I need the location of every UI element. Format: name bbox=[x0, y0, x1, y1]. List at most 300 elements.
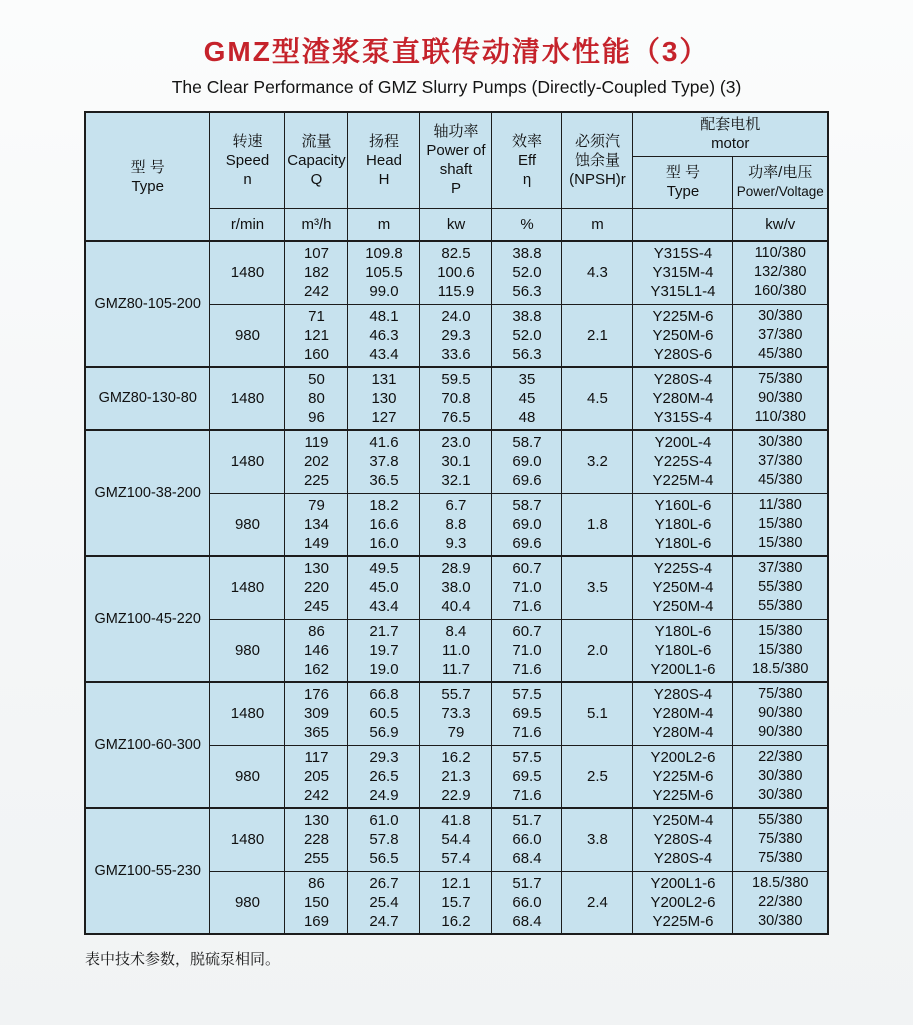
cell-npsh: 4.3 bbox=[562, 241, 633, 304]
cell-head bbox=[348, 619, 420, 682]
cell-capacity-value: 162 bbox=[303, 660, 329, 678]
cell-head-value: 109.8 bbox=[365, 245, 403, 263]
table-row bbox=[85, 430, 828, 493]
cell-power-voltage-value: 90/380 bbox=[758, 724, 803, 741]
cell-npsh: 1.8 bbox=[562, 493, 633, 556]
cell-motor-type bbox=[633, 745, 733, 808]
cell-capacity-value: 242 bbox=[303, 283, 329, 301]
header-motor-power: 功率/电压 Power/Voltage bbox=[733, 156, 828, 208]
cell-shaft-power bbox=[420, 745, 492, 808]
cell-motor-type bbox=[633, 367, 733, 430]
table-row bbox=[85, 808, 828, 871]
cell-motor-type-value: Y250M-4 bbox=[652, 579, 714, 597]
cell-speed: 1480 bbox=[210, 430, 285, 493]
header-type bbox=[85, 112, 210, 241]
cell-power-voltage-value: 37/380 bbox=[758, 453, 803, 470]
cell-head-value: 49.5 bbox=[369, 560, 399, 578]
cell-efficiency bbox=[492, 745, 562, 808]
cell-shaft-power-value: 23.0 bbox=[441, 434, 471, 452]
cell-capacity-value: 202 bbox=[303, 453, 329, 471]
cell-speed: 1480 bbox=[210, 241, 285, 304]
cell-power-voltage bbox=[733, 367, 828, 430]
cell-head-value: 43.4 bbox=[369, 345, 399, 363]
cell-motor-type bbox=[633, 493, 733, 556]
cell-power-voltage-value: 45/380 bbox=[758, 472, 803, 489]
cell-motor-type-value: Y315S-4 bbox=[653, 409, 713, 426]
cell-efficiency bbox=[492, 871, 562, 934]
page-subtitle: The Clear Performance of GMZ Slurry Pumps (Directly-Coupled Type) (3) bbox=[171, 77, 742, 97]
cell-head bbox=[348, 556, 420, 619]
cell-shaft-power-value: 79 bbox=[447, 724, 465, 742]
cell-efficiency-value: 69.6 bbox=[512, 472, 542, 490]
cell-shaft-power-value: 30.1 bbox=[441, 453, 471, 471]
cell-power-voltage-value: 30/380 bbox=[758, 786, 803, 803]
cell-capacity bbox=[285, 808, 348, 871]
cell-head bbox=[348, 745, 420, 808]
cell-motor-type-value: Y315L1-4 bbox=[650, 283, 716, 301]
cell-capacity-value: 245 bbox=[303, 598, 329, 616]
unit-speed: r/min bbox=[210, 208, 285, 241]
cell-shaft-power bbox=[420, 808, 492, 871]
cell-head bbox=[348, 367, 420, 430]
cell-capacity bbox=[285, 430, 348, 493]
cell-head-value: 36.5 bbox=[369, 472, 399, 490]
cell-efficiency bbox=[492, 682, 562, 745]
cell-shaft-power-value: 55.7 bbox=[441, 686, 471, 704]
cell-capacity-value: 146 bbox=[303, 641, 329, 659]
cell-power-voltage bbox=[733, 745, 828, 808]
page-title: GMZ型渣浆泵直联传动清水性能（3） bbox=[203, 36, 710, 67]
cell-efficiency-value: 56.3 bbox=[512, 345, 542, 363]
cell-head-value: 24.7 bbox=[369, 912, 399, 930]
cell-power-voltage-value: 30/380 bbox=[758, 912, 803, 929]
cell-shaft-power-value: 28.9 bbox=[441, 560, 471, 578]
cell-shaft-power bbox=[420, 556, 492, 619]
cell-capacity-value: 130 bbox=[303, 560, 329, 578]
model-name: GMZ100-60-300 bbox=[85, 682, 210, 808]
header-type-zh: 型 号 bbox=[130, 158, 165, 176]
cell-efficiency bbox=[492, 367, 562, 430]
cell-capacity-value: 228 bbox=[303, 831, 329, 849]
cell-power-voltage-value: 90/380 bbox=[758, 390, 803, 406]
cell-power-voltage-value: 15/380 bbox=[758, 622, 803, 639]
cell-head-value: 19.7 bbox=[369, 641, 399, 659]
cell-efficiency-value: 38.8 bbox=[512, 245, 542, 263]
cell-capacity bbox=[285, 367, 348, 430]
cell-head bbox=[348, 493, 420, 556]
cell-capacity bbox=[285, 682, 348, 745]
cell-motor-type-value: Y180L-6 bbox=[654, 622, 712, 640]
cell-head-value: 105.5 bbox=[365, 264, 403, 282]
cell-capacity bbox=[285, 304, 348, 367]
cell-efficiency bbox=[492, 241, 562, 304]
cell-efficiency bbox=[492, 619, 562, 682]
cell-capacity-value: 121 bbox=[303, 326, 329, 344]
model-name: GMZ80-130-80 bbox=[85, 367, 210, 430]
cell-power-voltage-value: 90/380 bbox=[758, 705, 803, 722]
cell-motor-type-value: Y280M-4 bbox=[652, 705, 714, 723]
cell-motor-type-value: Y280S-4 bbox=[653, 686, 713, 704]
cell-shaft-power-value: 8.8 bbox=[445, 515, 467, 533]
cell-power-voltage-value: 15/380 bbox=[758, 515, 803, 532]
cell-capacity-value: 365 bbox=[303, 724, 329, 742]
cell-efficiency-value: 35 bbox=[518, 371, 536, 388]
cell-motor-type-value: Y280M-4 bbox=[652, 724, 714, 742]
cell-shaft-power-value: 32.1 bbox=[441, 472, 471, 490]
cell-head-value: 127 bbox=[371, 409, 397, 426]
cell-efficiency-value: 60.7 bbox=[512, 622, 542, 640]
cell-motor-type-value: Y280S-4 bbox=[653, 850, 713, 868]
cell-shaft-power bbox=[420, 304, 492, 367]
cell-motor-type bbox=[633, 241, 733, 304]
cell-capacity-value: 160 bbox=[303, 345, 329, 363]
cell-motor-type-value: Y250M-4 bbox=[652, 598, 714, 616]
cell-shaft-power bbox=[420, 367, 492, 430]
cell-npsh: 2.0 bbox=[562, 619, 633, 682]
cell-power-voltage-value: 30/380 bbox=[758, 434, 803, 451]
cell-motor-type-value: Y280M-4 bbox=[652, 390, 714, 407]
cell-power-voltage bbox=[733, 556, 828, 619]
cell-head-value: 57.8 bbox=[369, 831, 399, 849]
cell-shaft-power-value: 11.0 bbox=[441, 641, 471, 659]
cell-efficiency-value: 69.6 bbox=[512, 534, 542, 552]
unit-capacity: m³/h bbox=[285, 208, 348, 241]
cell-power-voltage bbox=[733, 493, 828, 556]
cell-power-voltage bbox=[733, 304, 828, 367]
cell-power-voltage-value: 110/380 bbox=[754, 409, 806, 425]
cell-speed: 980 bbox=[210, 619, 285, 682]
cell-motor-type-value: Y200L2-6 bbox=[650, 893, 716, 911]
cell-power-voltage-value: 11/380 bbox=[758, 496, 802, 513]
cell-capacity-value: 255 bbox=[303, 850, 329, 868]
cell-efficiency-value: 69.0 bbox=[512, 453, 542, 471]
cell-motor-type-value: Y225S-4 bbox=[653, 560, 713, 578]
cell-shaft-power-value: 57.4 bbox=[441, 850, 471, 868]
cell-capacity-value: 50 bbox=[308, 371, 325, 388]
header-capacity: 流量 Capacity Q bbox=[285, 112, 348, 208]
cell-efficiency-value: 52.0 bbox=[512, 264, 542, 282]
cell-head-value: 21.7 bbox=[369, 622, 399, 640]
cell-motor-type bbox=[633, 304, 733, 367]
unit-motor-type bbox=[633, 208, 733, 241]
cell-shaft-power-value: 54.4 bbox=[441, 831, 471, 849]
cell-shaft-power-value: 115.9 bbox=[437, 283, 475, 301]
cell-motor-type-value: Y225S-4 bbox=[653, 453, 713, 471]
cell-power-voltage-value: 75/380 bbox=[758, 371, 803, 387]
cell-motor-type bbox=[633, 808, 733, 871]
cell-efficiency-value: 71.6 bbox=[512, 598, 542, 616]
cell-motor-type-value: Y180L-6 bbox=[654, 641, 712, 659]
cell-head-value: 24.9 bbox=[369, 786, 399, 804]
cell-shaft-power bbox=[420, 241, 492, 304]
cell-motor-type-value: Y200L1-6 bbox=[650, 874, 716, 892]
cell-shaft-power-value: 12.1 bbox=[441, 874, 471, 892]
cell-shaft-power-value: 38.0 bbox=[441, 579, 471, 597]
cell-head-value: 26.5 bbox=[369, 767, 399, 785]
cell-shaft-power-value: 70.8 bbox=[441, 390, 471, 407]
cell-efficiency-value: 69.0 bbox=[512, 515, 542, 533]
cell-speed: 1480 bbox=[210, 556, 285, 619]
cell-efficiency-value: 71.6 bbox=[512, 786, 542, 804]
cell-power-voltage-value: 75/380 bbox=[758, 850, 803, 867]
cell-head-value: 29.3 bbox=[369, 748, 399, 766]
cell-efficiency-value: 69.5 bbox=[512, 767, 542, 785]
cell-efficiency-value: 51.7 bbox=[512, 812, 542, 830]
cell-motor-type bbox=[633, 556, 733, 619]
cell-speed: 1480 bbox=[210, 682, 285, 745]
cell-shaft-power bbox=[420, 871, 492, 934]
cell-npsh: 3.8 bbox=[562, 808, 633, 871]
cell-efficiency-value: 48 bbox=[518, 409, 536, 426]
cell-shaft-power-value: 40.4 bbox=[441, 598, 471, 616]
cell-capacity-value: 107 bbox=[303, 245, 329, 263]
cell-power-voltage-value: 55/380 bbox=[758, 812, 803, 829]
cell-shaft-power bbox=[420, 682, 492, 745]
cell-power-voltage bbox=[733, 808, 828, 871]
cell-capacity-value: 205 bbox=[303, 767, 329, 785]
cell-shaft-power-value: 16.2 bbox=[441, 912, 471, 930]
cell-shaft-power-value: 15.7 bbox=[441, 893, 471, 911]
cell-motor-type-value: Y250M-6 bbox=[652, 326, 714, 344]
cell-capacity bbox=[285, 619, 348, 682]
cell-power-voltage-value: 30/380 bbox=[758, 307, 803, 324]
cell-motor-type bbox=[633, 871, 733, 934]
cell-speed: 980 bbox=[210, 871, 285, 934]
cell-capacity-value: 176 bbox=[303, 686, 329, 704]
cell-motor-type-value: Y225M-4 bbox=[652, 472, 714, 490]
cell-motor-type-value: Y250M-4 bbox=[652, 812, 714, 830]
cell-capacity-value: 96 bbox=[308, 409, 325, 426]
cell-power-voltage bbox=[733, 241, 828, 304]
cell-motor-type-value: Y180L-6 bbox=[654, 515, 712, 533]
cell-motor-type-value: Y280S-6 bbox=[653, 345, 713, 363]
cell-efficiency bbox=[492, 493, 562, 556]
cell-motor-type-value: Y225M-6 bbox=[652, 767, 714, 785]
cell-efficiency bbox=[492, 430, 562, 493]
cell-motor-type-value: Y225M-6 bbox=[652, 912, 714, 930]
cell-motor-type bbox=[633, 430, 733, 493]
cell-shaft-power-value: 8.4 bbox=[445, 622, 467, 640]
cell-head-value: 66.8 bbox=[369, 686, 399, 704]
cell-capacity-value: 80 bbox=[308, 390, 325, 407]
cell-power-voltage-value: 45/380 bbox=[758, 345, 803, 362]
cell-shaft-power-value: 100.6 bbox=[437, 264, 475, 282]
header-motor-type: 型 号 Type bbox=[633, 156, 733, 208]
cell-motor-type-value: Y180L-6 bbox=[654, 534, 712, 552]
cell-efficiency bbox=[492, 556, 562, 619]
cell-efficiency-value: 60.7 bbox=[512, 560, 542, 578]
cell-shaft-power-value: 16.2 bbox=[441, 748, 471, 766]
cell-head-value: 26.7 bbox=[369, 874, 399, 892]
cell-efficiency-value: 52.0 bbox=[512, 326, 542, 344]
cell-power-voltage-value: 37/380 bbox=[758, 560, 803, 577]
cell-capacity-value: 220 bbox=[303, 579, 329, 597]
header-shaft-power: 轴功率 Power of shaft P bbox=[420, 112, 492, 208]
cell-motor-type-value: Y280S-4 bbox=[653, 831, 713, 849]
cell-npsh: 3.2 bbox=[562, 430, 633, 493]
cell-shaft-power-value: 59.5 bbox=[441, 371, 471, 388]
cell-npsh: 2.4 bbox=[562, 871, 633, 934]
cell-efficiency-value: 66.0 bbox=[512, 831, 542, 849]
cell-capacity-value: 182 bbox=[303, 264, 329, 282]
cell-efficiency-value: 58.7 bbox=[512, 496, 542, 514]
cell-power-voltage-value: 15/380 bbox=[758, 534, 803, 551]
cell-speed: 1480 bbox=[210, 808, 285, 871]
model-name: GMZ100-55-230 bbox=[85, 808, 210, 934]
cell-capacity-value: 117 bbox=[304, 748, 329, 766]
header-speed: 转速 Speed n bbox=[210, 112, 285, 208]
cell-power-voltage-value: 30/380 bbox=[758, 767, 803, 784]
header-type-en: Type bbox=[131, 177, 164, 195]
cell-head bbox=[348, 808, 420, 871]
cell-npsh: 4.5 bbox=[562, 367, 633, 430]
cell-efficiency-value: 69.5 bbox=[512, 705, 542, 723]
cell-efficiency-value: 38.8 bbox=[512, 307, 542, 325]
cell-speed: 980 bbox=[210, 304, 285, 367]
cell-efficiency-value: 57.5 bbox=[512, 748, 542, 766]
cell-capacity-value: 150 bbox=[303, 893, 329, 911]
cell-npsh: 3.5 bbox=[562, 556, 633, 619]
cell-npsh: 5.1 bbox=[562, 682, 633, 745]
cell-power-voltage-value: 15/380 bbox=[758, 641, 803, 658]
cell-power-voltage-value: 22/380 bbox=[758, 893, 803, 910]
cell-power-voltage-value: 75/380 bbox=[758, 831, 803, 848]
cell-power-voltage-value: 55/380 bbox=[758, 598, 803, 615]
cell-shaft-power-value: 76.5 bbox=[441, 409, 471, 426]
unit-head: m bbox=[348, 208, 420, 241]
cell-head-value: 56.5 bbox=[369, 850, 399, 868]
cell-power-voltage bbox=[733, 682, 828, 745]
cell-head-value: 60.5 bbox=[369, 705, 399, 723]
cell-head-value: 37.8 bbox=[369, 453, 399, 471]
cell-capacity-value: 119 bbox=[304, 434, 329, 452]
header-efficiency: 效率 Eff η bbox=[492, 112, 562, 208]
cell-motor-type-value: Y160L-6 bbox=[654, 496, 712, 514]
cell-head-value: 46.3 bbox=[369, 326, 399, 344]
cell-efficiency-value: 71.0 bbox=[512, 641, 542, 659]
cell-efficiency bbox=[492, 304, 562, 367]
cell-power-voltage-value: 22/380 bbox=[758, 748, 803, 765]
unit-shaft-power: kw bbox=[420, 208, 492, 241]
cell-head bbox=[348, 682, 420, 745]
performance-table bbox=[84, 111, 829, 935]
table-row bbox=[85, 682, 828, 745]
cell-motor-type-value: Y200L2-6 bbox=[650, 748, 716, 766]
header-head: 扬程 Head H bbox=[348, 112, 420, 208]
cell-head-value: 16.6 bbox=[369, 515, 399, 533]
cell-power-voltage-value: 110/380 bbox=[754, 245, 806, 262]
cell-shaft-power-value: 21.3 bbox=[441, 767, 471, 785]
cell-capacity-value: 242 bbox=[303, 786, 329, 804]
cell-shaft-power bbox=[420, 619, 492, 682]
cell-head-value: 18.2 bbox=[369, 496, 399, 514]
cell-shaft-power-value: 6.7 bbox=[445, 496, 467, 514]
table-row bbox=[85, 556, 828, 619]
cell-shaft-power bbox=[420, 430, 492, 493]
cell-shaft-power bbox=[420, 493, 492, 556]
cell-capacity-value: 86 bbox=[308, 874, 325, 892]
cell-head-value: 130 bbox=[371, 390, 397, 407]
model-name: GMZ100-38-200 bbox=[85, 430, 210, 556]
cell-shaft-power-value: 33.6 bbox=[441, 345, 471, 363]
header-npsh: 必须汽 蚀余量 (NPSH)r bbox=[562, 112, 633, 208]
cell-efficiency-value: 68.4 bbox=[512, 912, 542, 930]
cell-shaft-power-value: 29.3 bbox=[441, 326, 471, 344]
cell-motor-type-value: Y315S-4 bbox=[653, 245, 713, 263]
cell-speed: 980 bbox=[210, 493, 285, 556]
cell-shaft-power-value: 9.3 bbox=[445, 534, 467, 552]
cell-efficiency-value: 71.6 bbox=[512, 724, 542, 742]
cell-power-voltage-value: 18.5/380 bbox=[752, 874, 809, 891]
cell-shaft-power-value: 73.3 bbox=[441, 705, 471, 723]
header-motor: 配套电机 motor bbox=[633, 112, 828, 156]
cell-head-value: 25.4 bbox=[369, 893, 399, 911]
cell-shaft-power-value: 82.5 bbox=[441, 245, 471, 263]
table-row bbox=[85, 367, 828, 430]
cell-efficiency-value: 56.3 bbox=[512, 283, 542, 301]
cell-efficiency-value: 68.4 bbox=[512, 850, 542, 868]
cell-npsh: 2.1 bbox=[562, 304, 633, 367]
cell-motor-type-value: Y315M-4 bbox=[652, 264, 714, 282]
cell-capacity-value: 79 bbox=[308, 496, 325, 514]
cell-head-value: 48.1 bbox=[369, 307, 399, 325]
cell-power-voltage bbox=[733, 430, 828, 493]
table-row bbox=[85, 241, 828, 304]
cell-efficiency-value: 66.0 bbox=[512, 893, 542, 911]
cell-head bbox=[348, 304, 420, 367]
cell-head-value: 56.9 bbox=[369, 724, 399, 742]
cell-head bbox=[348, 430, 420, 493]
cell-capacity bbox=[285, 556, 348, 619]
cell-power-voltage-value: 132/380 bbox=[754, 264, 807, 281]
cell-capacity bbox=[285, 871, 348, 934]
cell-motor-type-value: Y225M-6 bbox=[652, 786, 714, 804]
cell-efficiency-value: 58.7 bbox=[512, 434, 542, 452]
cell-head bbox=[348, 241, 420, 304]
cell-head-value: 61.0 bbox=[369, 812, 399, 830]
cell-efficiency-value: 71.0 bbox=[512, 579, 542, 597]
cell-head-value: 99.0 bbox=[369, 283, 399, 301]
cell-capacity-value: 309 bbox=[303, 705, 329, 723]
cell-capacity-value: 130 bbox=[303, 812, 329, 830]
cell-capacity-value: 149 bbox=[303, 534, 329, 552]
cell-power-voltage bbox=[733, 619, 828, 682]
cell-efficiency-value: 57.5 bbox=[512, 686, 542, 704]
cell-motor-type bbox=[633, 619, 733, 682]
cell-capacity bbox=[285, 493, 348, 556]
cell-capacity-value: 71 bbox=[308, 307, 325, 325]
cell-motor-type-value: Y200L-4 bbox=[654, 434, 712, 452]
cell-head-value: 41.6 bbox=[369, 434, 399, 452]
cell-shaft-power-value: 22.9 bbox=[441, 786, 471, 804]
cell-motor-type-value: Y200L1-6 bbox=[650, 660, 716, 678]
cell-capacity-value: 169 bbox=[303, 912, 329, 930]
unit-motor-power: kw/v bbox=[733, 208, 828, 241]
cell-speed: 980 bbox=[210, 745, 285, 808]
cell-motor-type bbox=[633, 682, 733, 745]
cell-motor-type-value: Y225M-6 bbox=[652, 307, 714, 325]
cell-head bbox=[348, 871, 420, 934]
cell-power-voltage bbox=[733, 871, 828, 934]
model-name: GMZ100-45-220 bbox=[85, 556, 210, 682]
cell-power-voltage-value: 75/380 bbox=[758, 686, 803, 703]
cell-motor-type-value: Y280S-4 bbox=[653, 371, 713, 388]
cell-capacity bbox=[285, 745, 348, 808]
cell-head-value: 19.0 bbox=[369, 660, 399, 678]
cell-capacity-value: 86 bbox=[308, 622, 325, 640]
cell-shaft-power-value: 11.7 bbox=[441, 660, 471, 678]
cell-shaft-power-value: 24.0 bbox=[441, 307, 471, 325]
